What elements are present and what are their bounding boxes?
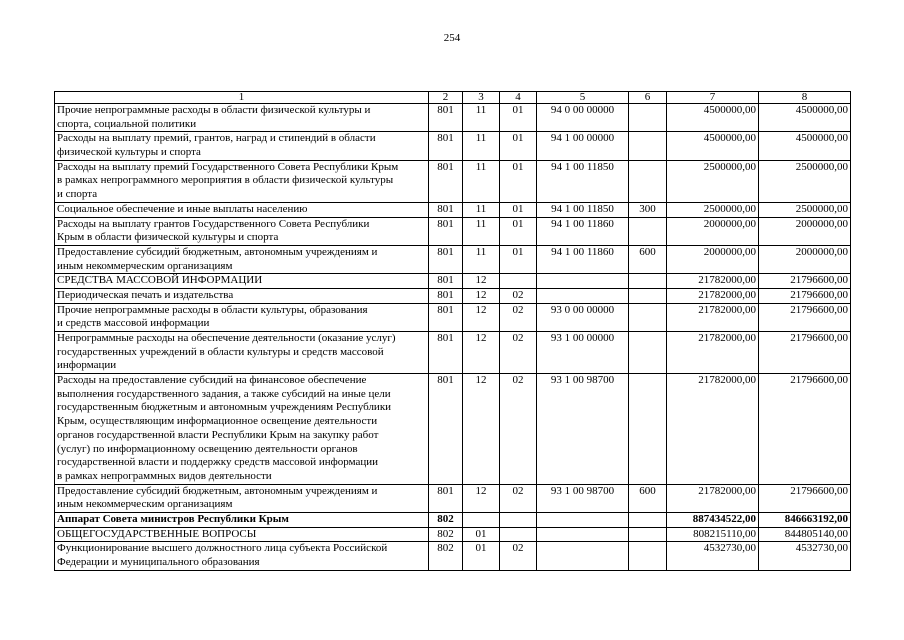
row-name-cell [55,217,429,245]
chapter-code-cell: 11 [463,160,500,202]
row-name-line: государственным бюджетным и автономным учреждениям Республики [57,401,392,414]
subsection-code-cell: 02 [500,303,537,331]
row-name-cell [55,132,429,160]
section-code-cell: 802 [429,512,463,527]
row-name-line: Крым в области физической культуры и спорта [57,231,279,244]
chapter-code-cell: 01 [463,527,500,542]
amount-year-2-cell: 2500000,00 [759,202,851,217]
section-code-cell: 801 [429,274,463,289]
section-code-cell: 801 [429,160,463,202]
amount-year-2-cell: 2000000,00 [759,217,851,245]
row-name-line: и средств массовой информации [57,317,210,330]
table-row [55,332,851,374]
section-code-cell: 801 [429,132,463,160]
subsection-code-cell: 01 [500,132,537,160]
row-name-line: Прочие непрограммные расходы в области культуры, образования [57,303,368,316]
row-name-line: выполнения государственного задания, а также субсидий на иные цели [57,387,391,400]
target-article-cell: 94 1 00 00000 [537,132,629,160]
chapter-code-cell: 11 [463,104,500,132]
chapter-code-cell: 11 [463,245,500,273]
table-row [55,512,851,527]
header-row [55,92,851,104]
header-cell-7: 7 [667,92,759,104]
section-code-cell: 801 [429,104,463,132]
budget-table [54,91,851,571]
target-article-cell: 93 1 00 98700 [537,484,629,512]
table-row [55,132,851,160]
expense-type-cell [629,332,667,374]
row-name-cell [55,303,429,331]
row-name-line: Непрограммные расходы на обеспечение деятельности (оказание услуг) [57,332,396,345]
table-row [55,374,851,485]
expense-type-cell [629,274,667,289]
row-name-line: в рамках непрограммных видов деятельности [57,469,272,482]
section-code-cell: 801 [429,303,463,331]
row-name-line: Прочие непрограммные расходы в области физической культуры и [57,104,371,116]
table-row [55,542,851,570]
target-article-cell [537,527,629,542]
expense-type-cell: 600 [629,245,667,273]
amount-year-2-cell: 2500000,00 [759,160,851,202]
target-article-cell: 94 1 00 11860 [537,245,629,273]
chapter-code-cell [463,512,500,527]
row-name-line: информации [57,359,117,372]
amount-year-2-cell: 4500000,00 [759,132,851,160]
amount-year-1-cell: 808215110,00 [667,527,759,542]
chapter-code-cell: 11 [463,132,500,160]
amount-year-1-cell: 2000000,00 [667,217,759,245]
amount-year-2-cell: 21796600,00 [759,332,851,374]
row-name-line: Крым, осуществляющим информационное освещение деятельности [57,415,378,428]
row-name-line: Расходы на предоставление субсидий на финансовое обеспечение [57,374,367,387]
row-name-line: Расходы на выплату грантов Государственного Совета Республики [57,217,370,230]
target-article-cell: 94 1 00 11860 [537,217,629,245]
section-code-cell: 801 [429,374,463,485]
row-name-line: государственных учреждений в области культуры и средств массовой [57,345,384,358]
row-name-cell [55,484,429,512]
section-code-cell: 802 [429,542,463,570]
table-row [55,202,851,217]
table-row [55,104,851,132]
row-name-line: иным некоммерческим организациям [57,259,233,272]
header-cell-5: 5 [537,92,629,104]
section-code-cell: 802 [429,527,463,542]
amount-year-2-cell: 21796600,00 [759,374,851,485]
row-name-line: (услуг) по информационному освещению деятельности органов [57,442,358,455]
amount-year-1-cell: 2500000,00 [667,160,759,202]
expense-type-cell [629,542,667,570]
row-name-line: и спорта [57,188,98,201]
page-number: 254 [443,32,461,44]
chapter-code-cell: 11 [463,217,500,245]
row-name-line: ОБЩЕГОСУДАРСТВЕННЫЕ ВОПРОСЫ [57,527,257,540]
expense-type-cell [629,104,667,132]
row-name-line: Расходы на выплату премий Государственного Совета Республики Крым [57,160,399,173]
subsection-code-cell: 02 [500,332,537,374]
row-name-cell [55,104,429,132]
expense-type-cell [629,527,667,542]
target-article-cell: 94 0 00 00000 [537,104,629,132]
expense-type-cell [629,132,667,160]
table-row [55,527,851,542]
subsection-code-cell: 02 [500,542,537,570]
expense-type-cell [629,303,667,331]
section-code-cell: 801 [429,202,463,217]
target-article-cell: 93 0 00 00000 [537,303,629,331]
row-name-cell [55,160,429,202]
subsection-code-cell: 01 [500,245,537,273]
amount-year-2-cell: 4500000,00 [759,104,851,132]
expense-type-cell [629,512,667,527]
amount-year-1-cell: 2500000,00 [667,202,759,217]
target-article-cell: 93 1 00 00000 [537,332,629,374]
amount-year-2-cell: 21796600,00 [759,274,851,289]
row-name-line: иным некоммерческим организациям [57,498,233,511]
section-code-cell: 801 [429,484,463,512]
amount-year-1-cell: 21782000,00 [667,288,759,303]
amount-year-1-cell: 21782000,00 [667,374,759,485]
expense-type-cell [629,217,667,245]
row-name-line: Периодическая печать и издательства [57,288,234,301]
row-name-line: органов государственной власти Республики Крым на закупку работ [57,428,379,441]
row-name-line: в рамках непрограммного мероприятия в области физической культуры [57,174,394,187]
row-name-cell [55,274,429,289]
amount-year-2-cell: 21796600,00 [759,484,851,512]
amount-year-2-cell: 844805140,00 [759,527,851,542]
row-name-cell [55,374,429,485]
amount-year-1-cell: 4500000,00 [667,132,759,160]
table-row [55,217,851,245]
target-article-cell [537,288,629,303]
row-name-cell [55,288,429,303]
table-body [55,92,851,571]
header-cell-1: 1 [55,92,429,104]
amount-year-1-cell: 21782000,00 [667,332,759,374]
chapter-code-cell: 12 [463,374,500,485]
section-code-cell: 801 [429,217,463,245]
expense-type-cell [629,374,667,485]
expense-type-cell [629,160,667,202]
row-name-line: Федерации и муниципального образования [57,556,260,569]
chapter-code-cell: 12 [463,332,500,374]
subsection-code-cell: 02 [500,288,537,303]
header-cell-3: 3 [463,92,500,104]
table-row [55,245,851,273]
chapter-code-cell: 01 [463,542,500,570]
expense-type-cell: 300 [629,202,667,217]
subsection-code-cell: 01 [500,104,537,132]
table-row [55,484,851,512]
row-name-cell [55,202,429,217]
amount-year-1-cell: 4532730,00 [667,542,759,570]
table-row [55,303,851,331]
subsection-code-cell: 02 [500,484,537,512]
subsection-code-cell: 01 [500,160,537,202]
target-article-cell: 94 1 00 11850 [537,160,629,202]
row-name-line: Предоставление субсидий бюджетным, автономным учреждениям и [57,245,378,258]
header-cell-4: 4 [500,92,537,104]
amount-year-1-cell: 21782000,00 [667,484,759,512]
amount-year-1-cell: 21782000,00 [667,274,759,289]
chapter-code-cell: 12 [463,274,500,289]
amount-year-1-cell: 887434522,00 [667,512,759,527]
chapter-code-cell: 11 [463,202,500,217]
row-name-line: СРЕДСТВА МАССОВОЙ ИНФОРМАЦИИ [57,274,263,287]
amount-year-2-cell: 846663192,00 [759,512,851,527]
amount-year-1-cell: 21782000,00 [667,303,759,331]
target-article-cell [537,542,629,570]
table-row [55,160,851,202]
row-name-cell [55,527,429,542]
row-name-line: Расходы на выплату премий, грантов, наград и стипендий в области [57,132,376,145]
subsection-code-cell: 01 [500,217,537,245]
target-article-cell [537,512,629,527]
target-article-cell [537,274,629,289]
row-name-line: Функционирование высшего должностного лица субъекта Российской [57,542,388,555]
section-code-cell: 801 [429,288,463,303]
row-name-cell [55,512,429,527]
target-article-cell: 94 1 00 11850 [537,202,629,217]
amount-year-2-cell: 4532730,00 [759,542,851,570]
amount-year-1-cell: 2000000,00 [667,245,759,273]
subsection-code-cell: 01 [500,202,537,217]
subsection-code-cell [500,527,537,542]
table-row [55,288,851,303]
target-article-cell: 93 1 00 98700 [537,374,629,485]
chapter-code-cell: 12 [463,288,500,303]
subsection-code-cell [500,512,537,527]
amount-year-2-cell: 21796600,00 [759,288,851,303]
table-row [55,274,851,289]
section-code-cell: 801 [429,245,463,273]
header-cell-6: 6 [629,92,667,104]
amount-year-2-cell: 21796600,00 [759,303,851,331]
row-name-line: Социальное обеспечение и иные выплаты населению [57,202,308,215]
amount-year-2-cell: 2000000,00 [759,245,851,273]
row-name-cell [55,245,429,273]
subsection-code-cell [500,274,537,289]
expense-type-cell: 600 [629,484,667,512]
chapter-code-cell: 12 [463,484,500,512]
expense-type-cell [629,288,667,303]
row-name-line: Предоставление субсидий бюджетным, автономным учреждениям и [57,484,378,497]
row-name-line: государственной власти и поддержку средств массовой информации [57,456,379,469]
subsection-code-cell: 02 [500,374,537,485]
row-name-cell [55,332,429,374]
chapter-code-cell: 12 [463,303,500,331]
row-name-line: Аппарат Совета министров Республики Крым [57,512,289,525]
row-name-line: спорта, социальной политики [57,117,197,130]
header-cell-2: 2 [429,92,463,104]
row-name-line: физической культуры и спорта [57,146,201,159]
row-name-cell [55,542,429,570]
header-cell-8: 8 [759,92,851,104]
section-code-cell: 801 [429,332,463,374]
amount-year-1-cell: 4500000,00 [667,104,759,132]
